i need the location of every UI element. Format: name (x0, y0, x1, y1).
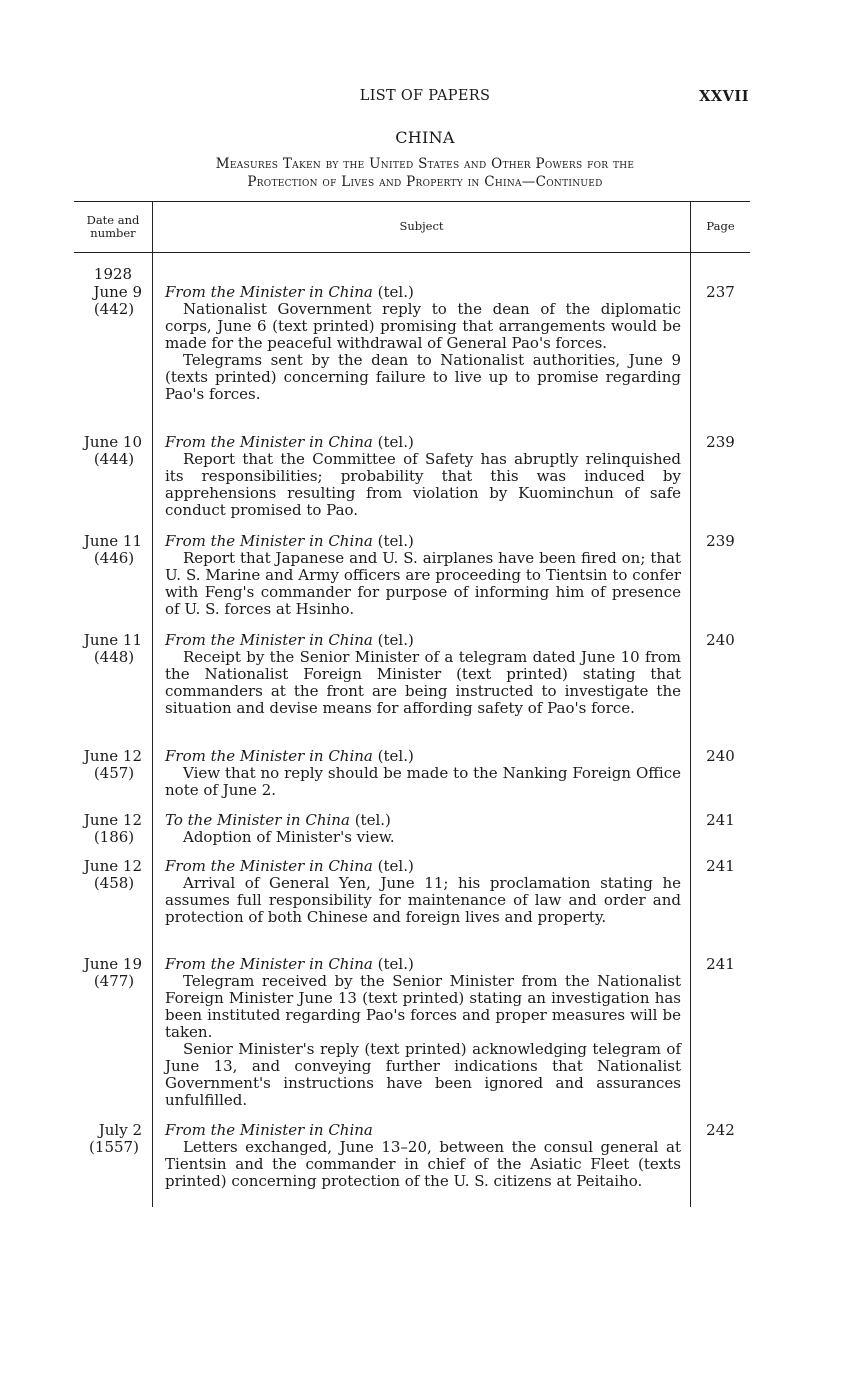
column-divider-page (690, 201, 691, 1207)
entry-heading-text: From the Minister in China (165, 747, 373, 765)
column-header-page: Page (706, 219, 735, 233)
entry-number: (442) (93, 300, 135, 318)
entry-date: June 11 (83, 532, 142, 550)
entry-page: 239 (706, 433, 735, 451)
entry-heading (165, 748, 681, 765)
entry-tel: (tel.) (377, 955, 414, 973)
entry-subject (165, 812, 681, 846)
entry-subject (165, 284, 681, 403)
entry-date: June 12 (83, 857, 142, 875)
entry-heading-text: From the Minister in China (165, 283, 373, 301)
entry-subject (165, 632, 681, 717)
entry-tel: (tel.) (377, 433, 414, 451)
entry-tel: (tel.) (377, 747, 414, 765)
entry-date-cell (74, 632, 142, 666)
entry-heading (165, 1122, 681, 1139)
entry-subject (165, 858, 681, 926)
entry-heading-text: From the Minister in China (165, 532, 373, 550)
entry-date-cell (74, 956, 142, 990)
entry-heading-text: From the Minister in China (165, 955, 373, 973)
entry-date: June 12 (83, 747, 142, 765)
column-header-subject: Subject (399, 219, 444, 233)
entry-heading-text: From the Minister in China (165, 631, 373, 649)
entry-date-cell (74, 858, 142, 892)
entry-date: July 2 (98, 1121, 142, 1139)
entry-date: June 12 (83, 811, 142, 829)
entry-page: 240 (706, 631, 735, 649)
entry-date: June 11 (83, 631, 142, 649)
entry-paragraph: Senior Minister's reply (text printed) acknowledging telegram of June 13, and conveying further indications that Nationalist Government's instructions have been ignored and assurances unfulfilled. (165, 1040, 681, 1109)
entry-page: 241 (706, 811, 735, 829)
entry-paragraph: View that no reply should be made to the Nanking Foreign Office note of June 2. (165, 764, 681, 799)
entry-tel: (tel.) (377, 857, 414, 875)
entry-page: 237 (706, 283, 735, 301)
entry-tel: (tel.) (377, 532, 414, 550)
entry-subject (165, 533, 681, 618)
entry-paragraph: Telegrams sent by the dean to Nationalist authorities, June 9 (texts printed) concerning failure to live up to promise regarding Pao's forces. (165, 351, 681, 403)
entry-number: (477) (93, 972, 135, 990)
entry-date-cell (74, 434, 142, 468)
entry-subject (165, 956, 681, 1109)
section-title-line-1: Measures Taken by the United States and Other Powers for the (215, 156, 635, 172)
entry-page: 241 (706, 955, 735, 973)
entry-paragraph: Adoption of Minister's view. (183, 828, 395, 846)
entry-heading (165, 434, 681, 451)
entry-page: 239 (706, 532, 735, 550)
entry-page: 242 (706, 1121, 735, 1139)
entry-date: June 9 (93, 283, 142, 301)
country-heading: CHINA (395, 128, 455, 147)
entry-paragraph: Telegram received by the Senior Minister from the Nationalist Foreign Minister June 13 (text printed) stating an investigation has been instituted regarding Pao's forces and proper measures will be taken. (165, 972, 681, 1041)
papers-table (74, 201, 750, 1207)
entry-paragraph: Report that the Committee of Safety has abruptly relinquished its responsibilities; probability that this was induced by apprehensions resulting from violation by Kuominchun of safe conduct promised to Pao. (165, 450, 681, 519)
running-head (0, 88, 850, 108)
entry-subject (165, 748, 681, 799)
entry-date-cell (74, 812, 142, 846)
column-divider-date (152, 201, 153, 1207)
entry-number: (448) (93, 648, 135, 666)
year-label: 1928 (93, 265, 133, 283)
entry-number: (1557) (89, 1138, 139, 1156)
page-number: XXVII (699, 88, 749, 105)
entry-heading (165, 812, 681, 829)
entry-number: (446) (93, 549, 135, 567)
entry-heading-text: From the Minister in China (165, 1121, 373, 1139)
entry-heading (165, 284, 681, 301)
entry-paragraph: Letters exchanged, June 13–20, between the consul general at Tientsin and the commander in chief of the Asiatic Fleet (texts printed) concerning protection of the U. S. citizens at Peitaiho. (165, 1138, 681, 1190)
entry-date-cell (74, 284, 142, 318)
entry-date-cell (74, 748, 142, 782)
entry-heading-text: From the Minister in China (165, 433, 373, 451)
section-title (60, 155, 790, 191)
entry-paragraph: Nationalist Government reply to the dean of the diplomatic corps, June 6 (text printed) promising that arrangements would be made for the peaceful withdrawal of General Pao's forces. (165, 300, 681, 352)
entry-paragraph: Arrival of General Yen, June 11; his proclamation stating he assumes full responsibility for maintenance of law and order and protection of both Chinese and foreign lives and property. (165, 874, 681, 926)
table-header-rule (74, 252, 750, 253)
entry-tel: (tel.) (354, 811, 391, 829)
entry-paragraph: Report that Japanese and U. S. airplanes have been fired on; that U. S. Marine and Army officers are proceeding to Tientsin to confer with Feng's commander for purpose of informing him of presence of U. S. forces at Hsinho. (165, 549, 681, 618)
entry-heading-text: From the Minister in China (165, 857, 373, 875)
entry-date: June 19 (83, 955, 142, 973)
entry-paragraph: Receipt by the Senior Minister of a telegram dated June 10 from the Nationalist Foreign Minister (text printed) stating that commanders at the front are being instructed to investigate the situation and devise means for affording safety of Pao's force. (165, 648, 681, 717)
entry-heading (165, 858, 681, 875)
column-header-date-line-1: Date and (86, 212, 140, 227)
entry-tel: (tel.) (377, 631, 414, 649)
column-header-date-line-2: number (90, 225, 136, 240)
running-title: LIST OF PAPERS (359, 88, 491, 104)
entry-number: (457) (93, 764, 135, 782)
entry-date-cell (74, 533, 142, 567)
entry-number: (458) (93, 874, 135, 892)
entry-tel: (tel.) (377, 283, 414, 301)
entry-number: (444) (93, 450, 135, 468)
section-title-line-2: Protection of Lives and Property in China—Continued (247, 174, 603, 190)
entry-heading (165, 956, 681, 973)
column-header-date (74, 201, 152, 252)
entry-page: 240 (706, 747, 735, 765)
entry-subject (165, 434, 681, 519)
entry-heading (165, 632, 681, 649)
entry-subject (165, 1122, 681, 1190)
entry-heading (165, 533, 681, 550)
entry-number: (186) (93, 828, 135, 846)
entry-date: June 10 (83, 433, 142, 451)
entry-date-cell (74, 1122, 142, 1156)
entry-page: 241 (706, 857, 735, 875)
entry-heading-text: To the Minister in China (165, 811, 350, 829)
